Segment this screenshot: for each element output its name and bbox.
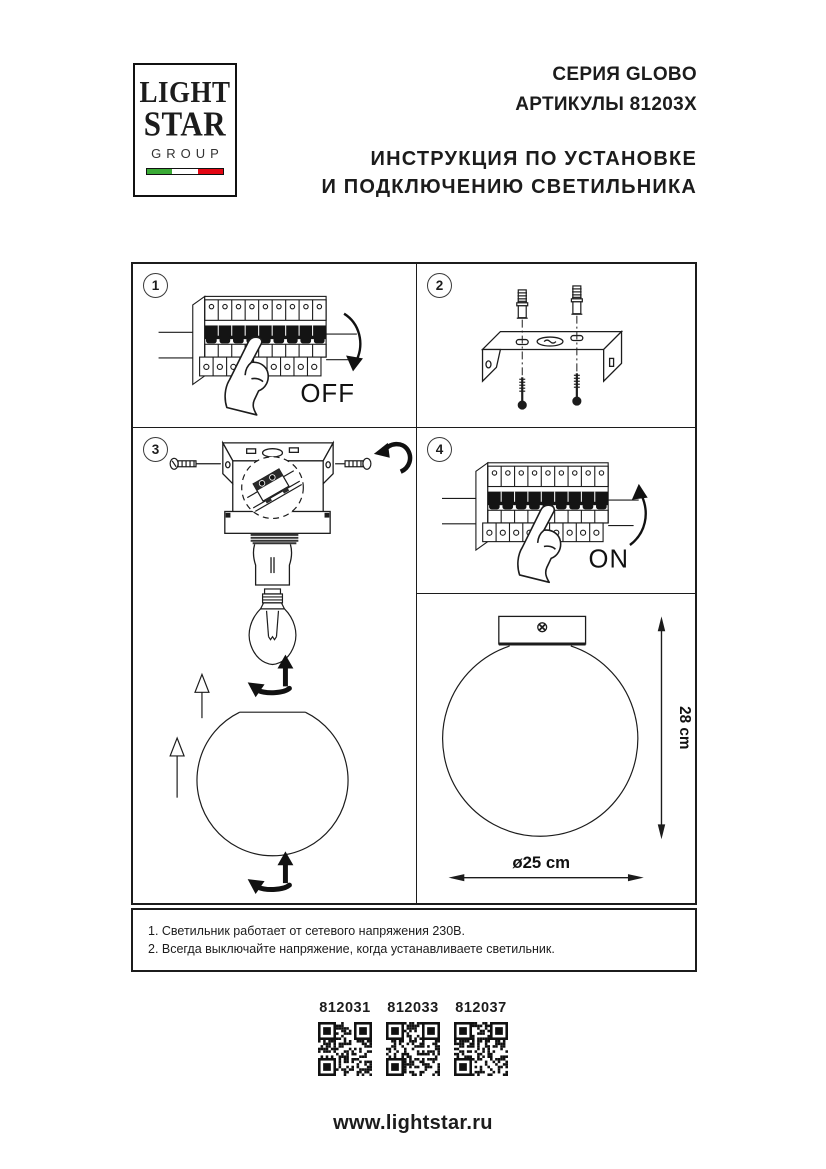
height-dimension xyxy=(658,616,693,839)
diameter-dimension-label: ø25 cm xyxy=(512,852,571,872)
flag-red-segment xyxy=(198,169,223,174)
step-1-number: 1 xyxy=(143,273,168,298)
step-1-panel xyxy=(133,264,417,428)
push-up-arrow-icon xyxy=(170,738,184,798)
series-title: СЕРИЯ GLOBO xyxy=(552,64,697,85)
arrow-head xyxy=(632,484,648,500)
step-2-number: 2 xyxy=(427,273,452,298)
on-label: ON xyxy=(588,545,629,574)
breaker-off-illustration xyxy=(133,264,416,427)
article-number: 812031 xyxy=(319,1000,371,1016)
safety-notes xyxy=(131,908,697,972)
qr-code-icon xyxy=(386,1022,440,1076)
mounting-bracket-icon xyxy=(483,332,622,382)
threaded-collar-icon xyxy=(251,535,299,543)
instruction-grid xyxy=(131,262,697,905)
mounting-screw-icon xyxy=(573,373,581,405)
note-line-2: 2. Всегда выключайте напряжение, когда устанавливаете светильник. xyxy=(148,941,555,956)
article-qr-row xyxy=(0,1000,826,1076)
italian-flag-stripe xyxy=(146,168,224,175)
ceiling-plate-icon xyxy=(499,616,586,644)
screw-in-rotate-icon xyxy=(248,655,294,698)
wall-anchor-icon xyxy=(571,286,582,314)
push-up-arrow-icon xyxy=(195,674,209,718)
glass-globe-outline xyxy=(443,646,638,836)
diameter-dimension xyxy=(449,853,644,881)
assembly-illustration xyxy=(133,428,416,903)
step-3-panel xyxy=(133,428,417,903)
side-screw-right-icon xyxy=(335,458,371,469)
qr-item xyxy=(318,1000,372,1076)
articles-title: АРТИКУЛЫ 81203X xyxy=(515,94,697,115)
turn-on-arrow-icon xyxy=(630,496,646,545)
flag-green-segment xyxy=(147,169,172,174)
note-line-1: 1. Светильник работает от сетевого напряжения 230В. xyxy=(148,924,465,938)
lightstar-logo xyxy=(133,63,237,197)
step-3-number: 3 xyxy=(143,437,168,462)
logo-group: GROUP xyxy=(151,146,224,161)
flag-white-segment xyxy=(172,169,197,174)
qr-code-icon xyxy=(454,1022,508,1076)
instruction-title-line2: И ПОДКЛЮЧЕНИЮ СВЕТИЛЬНИКА xyxy=(321,176,697,198)
arrow-head xyxy=(346,355,363,371)
mounting-screw-icon xyxy=(518,377,526,409)
qr-item xyxy=(454,1000,508,1076)
step-4-panel xyxy=(417,428,695,594)
header-titles xyxy=(321,60,697,201)
qr-code-icon xyxy=(318,1022,372,1076)
qr-item xyxy=(386,1000,440,1076)
article-number: 812037 xyxy=(455,1000,507,1016)
instruction-title-line1: ИНСТРУКЦИЯ ПО УСТАНОВКЕ xyxy=(370,148,697,170)
turn-arrow-icon xyxy=(374,443,410,472)
logo-star: STAR xyxy=(143,103,227,144)
off-label: OFF xyxy=(300,380,355,409)
wiring-detail-magnifier xyxy=(242,457,304,519)
website-url: www.lightstar.ru xyxy=(333,1112,493,1134)
bracket-anchors-illustration xyxy=(417,264,695,427)
screw-in-rotate-icon xyxy=(248,851,294,894)
wall-anchor-icon xyxy=(517,290,528,318)
side-screw-left-icon xyxy=(170,458,221,469)
logo-light: LIGHT xyxy=(139,75,231,109)
fixture-dimensions-illustration xyxy=(417,594,695,903)
dimensions-panel xyxy=(417,594,695,903)
turn-off-arrow-icon xyxy=(344,314,360,360)
height-dimension-label: 28 cm xyxy=(676,706,694,750)
socket-tube-icon xyxy=(254,544,292,585)
glass-globe-icon xyxy=(197,712,348,856)
step-4-number: 4 xyxy=(427,437,452,462)
breaker-on-illustration xyxy=(417,428,695,593)
bulb-icon xyxy=(249,589,296,665)
step-2-panel xyxy=(417,264,695,428)
article-number: 812033 xyxy=(387,1000,439,1016)
